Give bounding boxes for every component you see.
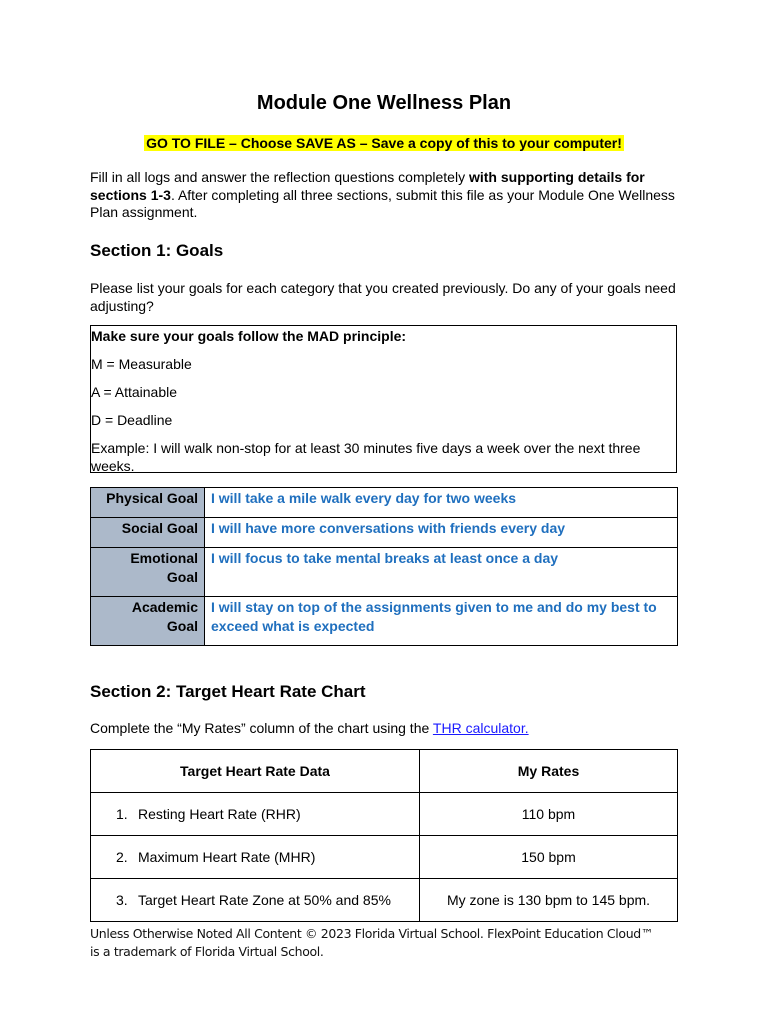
document-title: Module One Wellness Plan bbox=[256, 92, 512, 114]
mad-principle-box bbox=[90, 325, 677, 473]
row-number: 3. bbox=[116, 892, 128, 908]
section2-prompt-text: Complete the “My Rates” column of the chart using the bbox=[90, 720, 433, 736]
mad-heading: Make sure your goals follow the MAD principle: bbox=[91, 328, 407, 344]
goal-input[interactable]: I will stay on top of the assignments given to me and do my best to exceed what is expected bbox=[205, 597, 678, 646]
thr-calculator-link[interactable]: THR calculator. bbox=[432, 720, 529, 736]
rate-label: Resting Heart Rate (RHR) bbox=[138, 806, 301, 822]
table-row bbox=[91, 879, 678, 922]
intro-text-2: . After completing all three sections, submit this file as your Module One Wellness Plan assignment. bbox=[90, 186, 675, 220]
goal-label: Academic Goal bbox=[91, 597, 205, 646]
intro-paragraph bbox=[90, 169, 680, 222]
table-row bbox=[91, 597, 678, 646]
row-number: 1. bbox=[116, 806, 128, 822]
goal-input[interactable]: I will focus to take mental breaks at least once a day bbox=[205, 548, 678, 597]
banner-text: GO TO FILE – Choose SAVE AS – Save a copy of this to your computer! bbox=[146, 135, 622, 151]
section2-prompt bbox=[90, 720, 680, 738]
goal-input[interactable]: I will take a mile walk every day for two weeks bbox=[205, 488, 678, 518]
mad-example: Example: I will walk non-stop for at least 30 minutes five days a week over the next three weeks. bbox=[91, 440, 641, 474]
table-header-row bbox=[91, 750, 678, 793]
section2-heading: Section 2: Target Heart Rate Chart bbox=[90, 682, 366, 701]
goal-label: Emotional Goal bbox=[91, 548, 205, 597]
goal-label: Physical Goal bbox=[91, 488, 205, 518]
table-row bbox=[91, 836, 678, 879]
rate-label-cell bbox=[91, 879, 420, 922]
rate-label-cell bbox=[91, 793, 420, 836]
copyright-footer: Unless Otherwise Noted All Content © 2023 Florida Virtual School. FlexPoint Education Cloud™ is a trademark of Florida Virtual School. bbox=[90, 926, 654, 959]
table-row bbox=[91, 488, 678, 518]
column-header: Target Heart Rate Data bbox=[91, 750, 420, 793]
save-instruction-banner bbox=[0, 135, 768, 153]
goal-input[interactable]: I will have more conversations with friends every day bbox=[205, 518, 678, 548]
heart-rate-table bbox=[90, 749, 678, 922]
table-row bbox=[91, 518, 678, 548]
rate-label: Target Heart Rate Zone at 50% and 85% bbox=[138, 892, 391, 908]
intro-text-bold: with supporting details for sections 1-3 bbox=[90, 169, 645, 203]
goals-table bbox=[90, 487, 678, 646]
rate-label-cell bbox=[91, 836, 420, 879]
mad-measurable: M = Measurable bbox=[91, 356, 192, 372]
mad-attainable: A = Attainable bbox=[91, 384, 178, 400]
rate-value-input[interactable]: 150 bpm bbox=[420, 836, 678, 879]
row-number: 2. bbox=[116, 849, 128, 865]
mad-deadline: D = Deadline bbox=[91, 412, 173, 428]
rate-value-input[interactable]: My zone is 130 bpm to 145 bpm. bbox=[420, 879, 678, 922]
table-row bbox=[91, 548, 678, 597]
rate-value-input[interactable]: 110 bpm bbox=[420, 793, 678, 836]
table-row bbox=[91, 793, 678, 836]
column-header: My Rates bbox=[420, 750, 678, 793]
section1-heading: Section 1: Goals bbox=[90, 241, 224, 260]
section1-prompt: Please list your goals for each category that you created previously. Do any of your goals need adjusting? bbox=[90, 280, 676, 314]
goal-label: Social Goal bbox=[91, 518, 205, 548]
intro-text-1: Fill in all logs and answer the reflection questions completely bbox=[90, 169, 469, 185]
rate-label: Maximum Heart Rate (MHR) bbox=[138, 849, 316, 865]
